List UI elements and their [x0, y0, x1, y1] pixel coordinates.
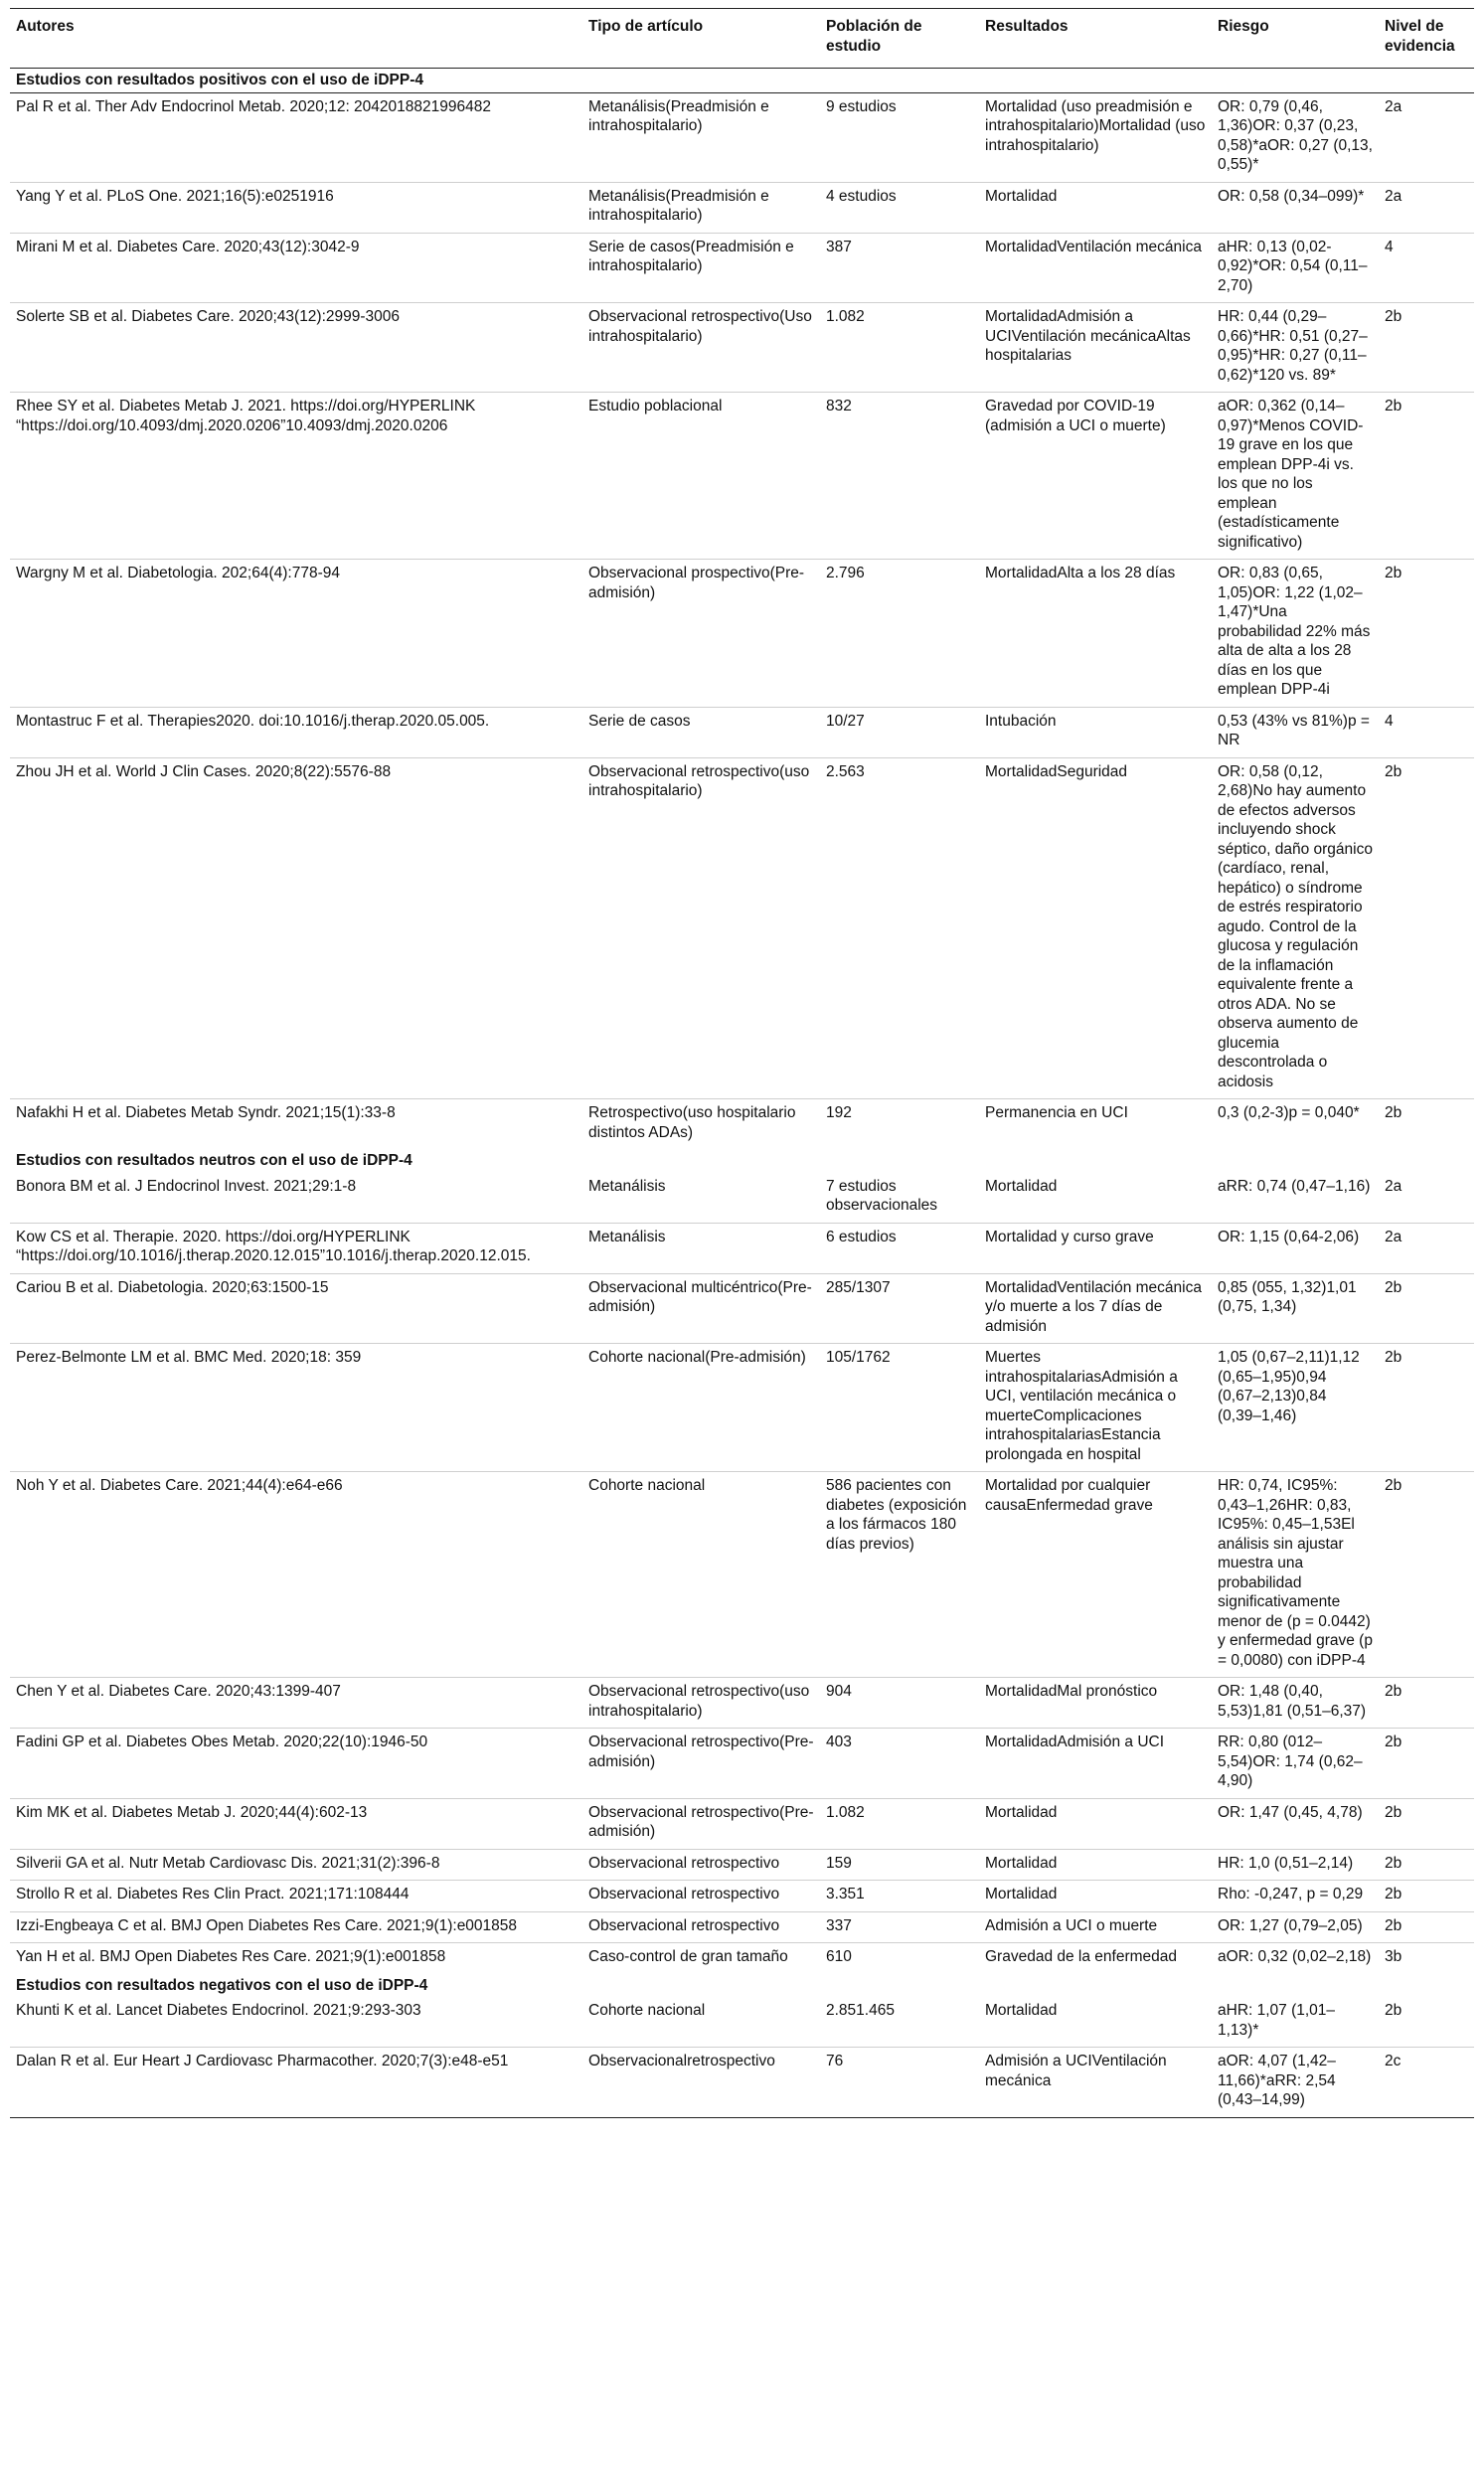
- cell-resultados: Mortalidad: [985, 1177, 1058, 1195]
- cell-poblacion: 285/1307: [820, 1273, 979, 1344]
- cell-resultados: MortalidadAlta a los 28 días: [979, 560, 1212, 708]
- cell-tipo: Observacional retrospectivo: [582, 1849, 820, 1881]
- cell-tipo: Metanálisis: [588, 1177, 666, 1195]
- cell-autores: Kow CS et al. Therapie. 2020. https://doi.org/HYPERLINK “https://doi.org/10.1016/j.therap.2020.12.015”10.1016/j.therap.2020.12.015.: [10, 1223, 582, 1273]
- cell-riesgo: OR: 1,27 (0,79–2,05): [1212, 1911, 1379, 1943]
- cell-poblacion: 1.082: [820, 1798, 979, 1849]
- cell-resultados: Permanencia en UCI: [979, 1099, 1212, 1150]
- cell-tipo: Retrospectivo(uso hospitalario distintos ADAs): [582, 1099, 820, 1150]
- table-row: [10, 1849, 1474, 1881]
- cell-resultados: MortalidadVentilación mecánica y/o muerte a los 7 días de admisión: [979, 1273, 1212, 1344]
- cell-autores: Chen Y et al. Diabetes Care. 2020;43:1399-407: [10, 1678, 582, 1729]
- cell-riesgo: 0,3 (0,2-3)p = 0,040*: [1212, 1099, 1379, 1150]
- cell-nivel: 2a: [1379, 92, 1474, 182]
- table-row: [10, 1729, 1474, 1799]
- cell-resultados: MortalidadAdmisión a UCIVentilación mecánicaAltas hospitalarias: [979, 303, 1212, 393]
- cell-tipo: Serie de casos: [582, 707, 820, 757]
- cell-autores: Mirani M et al. Diabetes Care. 2020;43(12):3042-9: [10, 233, 582, 303]
- cell-riesgo: Rho: -0,247, p = 0,29: [1212, 1881, 1379, 1912]
- cell-autores: Kim MK et al. Diabetes Metab J. 2020;44(4):602-13: [10, 1798, 582, 1849]
- cell-poblacion: 105/1762: [820, 1344, 979, 1472]
- cell-poblacion: 192: [820, 1099, 979, 1150]
- cell-autores: Silverii GA et al. Nutr Metab Cardiovasc Dis. 2021;31(2):396-8: [10, 1849, 582, 1881]
- cell-tipo: Observacional retrospectivo: [582, 1911, 820, 1943]
- cell-tipo: Observacional retrospectivo(uso intrahospitalario): [582, 757, 820, 1099]
- cell-autores: Noh Y et al. Diabetes Care. 2021;44(4):e64-e66: [10, 1472, 582, 1678]
- cell-autores: Zhou JH et al. World J Clin Cases. 2020;8(22):5576-88: [10, 757, 582, 1099]
- cell-autores: Khunti K et al. Lancet Diabetes Endocrinol. 2021;9:293-303: [16, 2002, 421, 2019]
- cell-poblacion: 76: [820, 2048, 979, 2118]
- table-row: [10, 1344, 1474, 1472]
- cell-resultados: MortalidadMal pronóstico: [979, 1678, 1212, 1729]
- cell-tipo: Observacionalretrospectivo: [582, 2048, 820, 2118]
- cell-tipo: Observacional retrospectivo(Pre-admisión): [582, 1798, 820, 1849]
- cell-nivel: 2a: [1379, 182, 1474, 233]
- cell-resultados: MortalidadAdmisión a UCI: [979, 1729, 1212, 1799]
- section-header-row: [10, 1149, 1474, 1173]
- cell-autores: Nafakhi H et al. Diabetes Metab Syndr. 2021;15(1):33-8: [10, 1099, 582, 1150]
- table-row: [10, 303, 1474, 393]
- cell-nivel: 4: [1379, 233, 1474, 303]
- cell-autores: Yang Y et al. PLoS One. 2021;16(5):e0251916: [10, 182, 582, 233]
- table-row: [10, 1472, 1474, 1678]
- cell-riesgo: aHR: 1,07 (1,01–1,13)*: [1218, 2002, 1336, 2039]
- cell-resultados: Mortalidad: [979, 1798, 1212, 1849]
- cell-tipo: Observacional retrospectivo(uso intrahospitalario): [582, 1678, 820, 1729]
- cell-tipo: Observacional retrospectivo(Pre-admisión): [582, 1729, 820, 1799]
- section-header-row: [10, 1974, 1474, 1998]
- table-row: [10, 1678, 1474, 1729]
- table-row: [10, 1173, 1474, 1224]
- section-title: Estudios con resultados negativos con el uso de iDPP-4: [16, 1976, 428, 1994]
- cell-nivel: 2b: [1379, 1911, 1474, 1943]
- cell-tipo: Metanálisis: [582, 1223, 820, 1273]
- cell-nivel: 2b: [1379, 1344, 1474, 1472]
- cell-riesgo: HR: 0,44 (0,29–0,66)*HR: 0,51 (0,27–0,95)*HR: 0,27 (0,11–0,62)*120 vs. 89*: [1212, 303, 1379, 393]
- cell-poblacion: 403: [820, 1729, 979, 1799]
- cell-riesgo: aHR: 0,13 (0,02-0,92)*OR: 0,54 (0,11–2,70): [1212, 233, 1379, 303]
- cell-autores: Montastruc F et al. Therapies2020. doi:10.1016/j.therap.2020.05.005.: [10, 707, 582, 757]
- table-body: [10, 69, 1474, 2118]
- cell-resultados: Gravedad de la enfermedad: [979, 1943, 1212, 1974]
- header-nivel: Nivel de evidencia: [1379, 9, 1474, 69]
- table-row: [10, 1798, 1474, 1849]
- cell-tipo: Metanálisis(Preadmisión e intrahospitalario): [582, 182, 820, 233]
- cell-poblacion: 6 estudios: [820, 1223, 979, 1273]
- cell-nivel: 3b: [1379, 1943, 1474, 1974]
- evidence-table: [10, 8, 1474, 2118]
- cell-nivel: 2b: [1379, 1273, 1474, 1344]
- cell-tipo: Observacional retrospectivo(Uso intrahospitalario): [582, 303, 820, 393]
- cell-autores: Bonora BM et al. J Endocrinol Invest. 2021;29:1-8: [16, 1177, 357, 1195]
- cell-resultados: Muertes intrahospitalariasAdmisión a UCI, ventilación mecánica o muerteComplicaciones intrahospitalariasEstancia prolongada en hospital: [979, 1344, 1212, 1472]
- cell-autores: Cariou B et al. Diabetologia. 2020;63:1500-15: [10, 1273, 582, 1344]
- cell-riesgo: HR: 1,0 (0,51–2,14): [1212, 1849, 1379, 1881]
- cell-poblacion: 10/27: [820, 707, 979, 757]
- cell-nivel: 2b: [1379, 1798, 1474, 1849]
- cell-resultados: Mortalidad y curso grave: [979, 1223, 1212, 1273]
- cell-riesgo: 1,05 (0,67–2,11)1,12 (0,65–1,95)0,94 (0,67–2,13)0,84 (0,39–1,46): [1212, 1344, 1379, 1472]
- cell-poblacion: 2.563: [820, 757, 979, 1099]
- cell-nivel: 4: [1379, 707, 1474, 757]
- cell-autores: Fadini GP et al. Diabetes Obes Metab. 2020;22(10):1946-50: [10, 1729, 582, 1799]
- cell-riesgo: 0,53 (43% vs 81%)p = NR: [1212, 707, 1379, 757]
- cell-resultados: Mortalidad: [979, 182, 1212, 233]
- cell-resultados: Gravedad por COVID-19 (admisión a UCI o muerte): [979, 393, 1212, 560]
- cell-resultados: Mortalidad por cualquier causaEnfermedad grave: [979, 1472, 1212, 1678]
- cell-riesgo: OR: 1,48 (0,40, 5,53)1,81 (0,51–6,37): [1212, 1678, 1379, 1729]
- cell-riesgo: aOR: 0,32 (0,02–2,18): [1212, 1943, 1379, 1974]
- cell-autores: Izzi-Engbeaya C et al. BMJ Open Diabetes Res Care. 2021;9(1):e001858: [10, 1911, 582, 1943]
- cell-nivel: 2b: [1379, 1849, 1474, 1881]
- cell-nivel: 2b: [1379, 393, 1474, 560]
- cell-tipo: Observacional prospectivo(Pre-admisión): [582, 560, 820, 708]
- cell-riesgo: aRR: 0,74 (0,47–1,16): [1218, 1177, 1371, 1195]
- cell-riesgo: HR: 0,74, IC95%: 0,43–1,26HR: 0,83, IC95%: 0,45–1,53El análisis sin ajustar muestra una probabilidad significativamente menor de (p = 0.0442) y enfermedad grave (p = 0,0080) con iDPP-4: [1212, 1472, 1379, 1678]
- table-row: [10, 1881, 1474, 1912]
- cell-resultados: Mortalidad (uso preadmisión e intrahospitalario)Mortalidad (uso intrahospitalario): [979, 92, 1212, 182]
- header-autores: Autores: [10, 9, 582, 69]
- cell-riesgo: OR: 0,79 (0,46, 1,36)OR: 0,37 (0,23, 0,58)*aOR: 0,27 (0,13, 0,55)*: [1212, 92, 1379, 182]
- header-resultados: Resultados: [979, 9, 1212, 69]
- cell-poblacion: 2.851.465: [826, 2002, 895, 2019]
- cell-nivel: 2b: [1379, 1678, 1474, 1729]
- header-riesgo: Riesgo: [1212, 9, 1379, 69]
- cell-nivel: 2b: [1379, 757, 1474, 1099]
- cell-nivel: 2c: [1379, 2048, 1474, 2118]
- cell-tipo: Caso-control de gran tamaño: [582, 1943, 820, 1974]
- header-poblacion: Población de estudio: [820, 9, 979, 69]
- cell-autores: Yan H et al. BMJ Open Diabetes Res Care. 2021;9(1):e001858: [10, 1943, 582, 1974]
- cell-poblacion: 4 estudios: [820, 182, 979, 233]
- table-row: [10, 2048, 1474, 2118]
- cell-poblacion: 9 estudios: [820, 92, 979, 182]
- table-row: [10, 1911, 1474, 1943]
- cell-tipo: Estudio poblacional: [582, 393, 820, 560]
- cell-riesgo: OR: 0,58 (0,12, 2,68)No hay aumento de efectos adversos incluyendo shock séptico, daño orgánico (cardíaco, renal, hepático) o síndrome de estrés respiratorio agudo. Control de la glucosa y regulación de la inflamación equivalente frente a otros ADA. No se observa aumento de glucemia descontrolada o acidosis: [1212, 757, 1379, 1099]
- cell-riesgo: OR: 1,15 (0,64-2,06): [1212, 1223, 1379, 1273]
- cell-riesgo: OR: 0,83 (0,65, 1,05)OR: 1,22 (1,02–1,47)*Una probabilidad 22% más alta de alta a los 28 días en los que emplean DPP-4i: [1212, 560, 1379, 708]
- section-title: Estudios con resultados positivos con el uso de iDPP-4: [10, 69, 1474, 93]
- cell-poblacion: 586 pacientes con diabetes (exposición a los fármacos 180 días previos): [820, 1472, 979, 1678]
- cell-autores: Strollo R et al. Diabetes Res Clin Pract. 2021;171:108444: [10, 1881, 582, 1912]
- cell-nivel: 2b: [1379, 1472, 1474, 1678]
- table-row: [10, 1099, 1474, 1150]
- cell-autores: Pal R et al. Ther Adv Endocrinol Metab. 2020;12: 2042018821996482: [10, 92, 582, 182]
- table-row: [10, 92, 1474, 182]
- cell-riesgo: OR: 0,58 (0,34–099)*: [1212, 182, 1379, 233]
- cell-autores: Wargny M et al. Diabetologia. 202;64(4):778-94: [10, 560, 582, 708]
- cell-autores: Rhee SY et al. Diabetes Metab J. 2021. https://doi.org/HYPERLINK “https://doi.org/10.4093/dmj.2020.0206”10.4093/dmj.2020.0206: [10, 393, 582, 560]
- cell-resultados: Mortalidad: [985, 2002, 1058, 2019]
- cell-poblacion: 3.351: [820, 1881, 979, 1912]
- cell-tipo: Observacional multicéntrico(Pre-admisión): [582, 1273, 820, 1344]
- header-tipo: Tipo de artículo: [582, 9, 820, 69]
- cell-resultados: Admisión a UCI o muerte: [979, 1911, 1212, 1943]
- cell-riesgo: 0,85 (055, 1,32)1,01 (0,75, 1,34): [1212, 1273, 1379, 1344]
- cell-tipo: Cohorte nacional(Pre-admisión): [582, 1344, 820, 1472]
- table-row: [10, 707, 1474, 757]
- cell-nivel: 2b: [1385, 2002, 1402, 2019]
- section-header-row: [10, 69, 1474, 93]
- evidence-table-container: [10, 8, 1474, 2118]
- cell-resultados: MortalidadVentilación mecánica: [979, 233, 1212, 303]
- cell-poblacion: 2.796: [820, 560, 979, 708]
- cell-nivel: 2b: [1379, 303, 1474, 393]
- cell-resultados: Mortalidad: [979, 1881, 1212, 1912]
- table-row: [10, 1223, 1474, 1273]
- cell-riesgo: aOR: 0,362 (0,14–0,97)*Menos COVID-19 grave en los que emplean DPP-4i vs. los que no los emplean (estadísticamente significativo): [1212, 393, 1379, 560]
- cell-resultados: Mortalidad: [979, 1849, 1212, 1881]
- cell-nivel: 2a: [1379, 1223, 1474, 1273]
- cell-nivel: 2a: [1385, 1177, 1402, 1195]
- cell-poblacion: 610: [820, 1943, 979, 1974]
- cell-tipo: Cohorte nacional: [588, 2002, 706, 2019]
- cell-autores: Solerte SB et al. Diabetes Care. 2020;43(12):2999-3006: [10, 303, 582, 393]
- table-row: [10, 1273, 1474, 1344]
- cell-nivel: 2b: [1379, 1729, 1474, 1799]
- table-row: [10, 182, 1474, 233]
- cell-riesgo: aOR: 4,07 (1,42–11,66)*aRR: 2,54 (0,43–14,99): [1212, 2048, 1379, 2118]
- table-header-row: [10, 9, 1474, 69]
- cell-resultados: MortalidadSeguridad: [979, 757, 1212, 1099]
- cell-poblacion: 1.082: [820, 303, 979, 393]
- cell-poblacion: 832: [820, 393, 979, 560]
- table-row: [10, 560, 1474, 708]
- table-row: [10, 1997, 1474, 2048]
- cell-poblacion: 7 estudios observacionales: [826, 1177, 938, 1214]
- cell-riesgo: OR: 1,47 (0,45, 4,78): [1212, 1798, 1379, 1849]
- cell-poblacion: 159: [820, 1849, 979, 1881]
- table-row: [10, 233, 1474, 303]
- cell-resultados: Admisión a UCIVentilación mecánica: [979, 2048, 1212, 2118]
- cell-poblacion: 337: [820, 1911, 979, 1943]
- cell-autores: Dalan R et al. Eur Heart J Cardiovasc Pharmacother. 2020;7(3):e48-e51: [10, 2048, 582, 2118]
- cell-tipo: Serie de casos(Preadmisión e intrahospitalario): [582, 233, 820, 303]
- cell-tipo: Observacional retrospectivo: [582, 1881, 820, 1912]
- table-row: [10, 393, 1474, 560]
- cell-nivel: 2b: [1379, 1099, 1474, 1150]
- section-title: Estudios con resultados neutros con el uso de iDPP-4: [16, 1152, 412, 1169]
- table-row: [10, 757, 1474, 1099]
- cell-poblacion: 904: [820, 1678, 979, 1729]
- table-row: [10, 1943, 1474, 1974]
- cell-nivel: 2b: [1379, 560, 1474, 708]
- cell-tipo: Cohorte nacional: [582, 1472, 820, 1678]
- cell-poblacion: 387: [820, 233, 979, 303]
- cell-autores: Perez-Belmonte LM et al. BMC Med. 2020;18: 359: [10, 1344, 582, 1472]
- cell-riesgo: RR: 0,80 (012–5,54)OR: 1,74 (0,62–4,90): [1212, 1729, 1379, 1799]
- cell-nivel: 2b: [1379, 1881, 1474, 1912]
- cell-resultados: Intubación: [979, 707, 1212, 757]
- cell-tipo: Metanálisis(Preadmisión e intrahospitalario): [582, 92, 820, 182]
